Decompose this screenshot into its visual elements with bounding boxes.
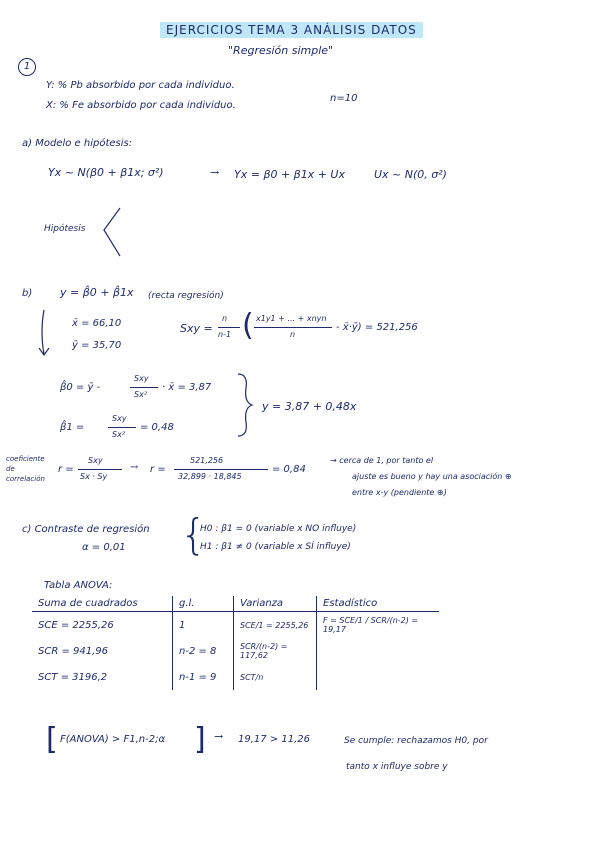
r-value: = 0,84: [272, 464, 306, 475]
var-x-def: X: % Fe absorbido por cada individuo.: [46, 100, 236, 111]
correlation-label: coeficiente de correlación: [6, 455, 45, 483]
gl-cell: n-2 = 8: [173, 638, 234, 664]
null-hypothesis: H0 : β1 = 0 (variable x NO influye): [200, 524, 357, 534]
r-formula-label: r =: [58, 464, 74, 475]
var-y-def: Y: % Pb absorbido por cada individuo.: [46, 80, 235, 91]
table-row: [32, 638, 439, 664]
sxy-frac-den: n-1: [218, 330, 232, 339]
exercise-number: 1: [18, 58, 36, 76]
model-distribution: Yx ~ N(β0 + β1x; σ²): [48, 166, 164, 179]
est-cell: [317, 638, 440, 664]
final-comparison: F(ANOVA) > F1,n-2;α: [60, 734, 166, 745]
y-mean: ȳ = 35,70: [72, 340, 122, 351]
regression-line-note: (recta regresión): [148, 291, 224, 301]
b0-frac-num: Sxy: [134, 374, 149, 383]
final-arrow: →: [214, 730, 224, 743]
page-title: EJERCICIOS TEMA 3 ANÁLISIS DATOS: [160, 22, 423, 38]
table-row: [32, 664, 439, 690]
gl-cell: 1: [173, 612, 234, 639]
r-arrow: →: [130, 462, 139, 473]
est-cell: F = SCE/1 / SCR/(n-2) = 19,17: [317, 612, 440, 639]
table-row: [32, 612, 439, 639]
est-cell: [317, 664, 440, 690]
alpha-level: α = 0,01: [82, 542, 126, 553]
sxy-frac-num: n: [222, 314, 228, 323]
r-comment-2: ajuste es bueno y hay una asociación ⊕: [352, 472, 512, 481]
down-arrow-icon: [36, 308, 52, 358]
hypothesis-label: Hipótesis: [44, 224, 86, 234]
b1-frac-num: Sxy: [112, 414, 127, 423]
sc-cell: SCR = 941,96: [38, 645, 109, 657]
final-conclusion-2: tanto x influye sobre y: [346, 762, 448, 772]
b1-frac-den: Sx²: [112, 430, 126, 439]
fitted-equation: y = 3,87 + 0,48x: [262, 400, 357, 413]
final-bracket-close: ]: [194, 722, 206, 757]
r-value-label: r =: [150, 464, 166, 475]
var-cell: SCR/(n-2) = 117,62: [234, 638, 317, 664]
r-comment-1: → cerca de 1, por tanto el: [330, 456, 434, 465]
part-a-heading: a) Modelo e hipótesis:: [22, 138, 133, 149]
col-header-sum-squares: Suma de cuadrados: [32, 596, 173, 612]
final-conclusion-1: Se cumple: rechazamos H0, por: [344, 736, 488, 746]
model-equation: Yx = β0 + β1x + Ux: [234, 168, 345, 181]
b1-label: β̂1 =: [60, 422, 85, 433]
sxy-paren-num: x1y1 + ... + xnyn: [256, 314, 327, 323]
part-b-heading: b): [22, 288, 33, 299]
b0-frac-den: Sx²: [134, 390, 148, 399]
gl-cell: n-1 = 9: [173, 664, 234, 690]
final-bracket-open: [: [46, 722, 58, 757]
r-comment-3: entre x-y (pendiente ⊕): [352, 488, 447, 497]
col-header-df: g.l.: [173, 596, 234, 612]
subtitle: "Regresión simple": [228, 44, 334, 57]
sxy-paren-open: (: [242, 308, 254, 343]
sc-cell: SCT = 3196,2: [38, 671, 108, 683]
final-values: 19,17 > 11,26: [238, 734, 310, 745]
anova-table: [32, 596, 439, 690]
b0-label: β̂0 = ȳ -: [60, 382, 101, 393]
alt-hypothesis: H1 : β1 ≠ 0 (variable x SÍ influye): [200, 542, 351, 552]
part-c-heading: c) Contraste de regresión: [22, 524, 150, 535]
r-frac2-num: 521,256: [190, 456, 224, 465]
col-header-statistic: Estadístico: [317, 596, 440, 612]
r-frac-den: Sx · Sy: [80, 472, 108, 481]
col-header-variance: Varianza: [234, 596, 317, 612]
coef-brace: [234, 372, 256, 438]
error-distribution: Ux ~ N(0, σ²): [374, 168, 447, 181]
sxy-result: - x̄·ȳ) = 521,256: [336, 322, 418, 333]
anova-title: Tabla ANOVA:: [44, 580, 113, 591]
x-mean: x̄ = 66,10: [72, 318, 122, 329]
var-cell: SCE/1 = 2255,26: [234, 612, 317, 639]
r-frac-num: Sxy: [88, 456, 103, 465]
sc-cell: SCE = 2255,26: [38, 619, 114, 631]
b1-result: = 0,48: [140, 422, 174, 433]
sample-size: n=10: [330, 93, 358, 104]
b0-result: · x̄ = 3,87: [162, 382, 212, 393]
model-arrow: →: [210, 166, 220, 179]
sxy-label: Sxy =: [180, 322, 213, 335]
regression-line-eq: y = β̂0 + β̂1x: [60, 286, 134, 299]
var-cell: SCT/n: [234, 664, 317, 690]
hypothesis-brace: [98, 206, 122, 258]
sxy-paren-den: n: [290, 330, 296, 339]
r-frac2-den: 32,899 · 18,845: [178, 472, 242, 481]
hypotheses-brace: {: [180, 510, 207, 559]
